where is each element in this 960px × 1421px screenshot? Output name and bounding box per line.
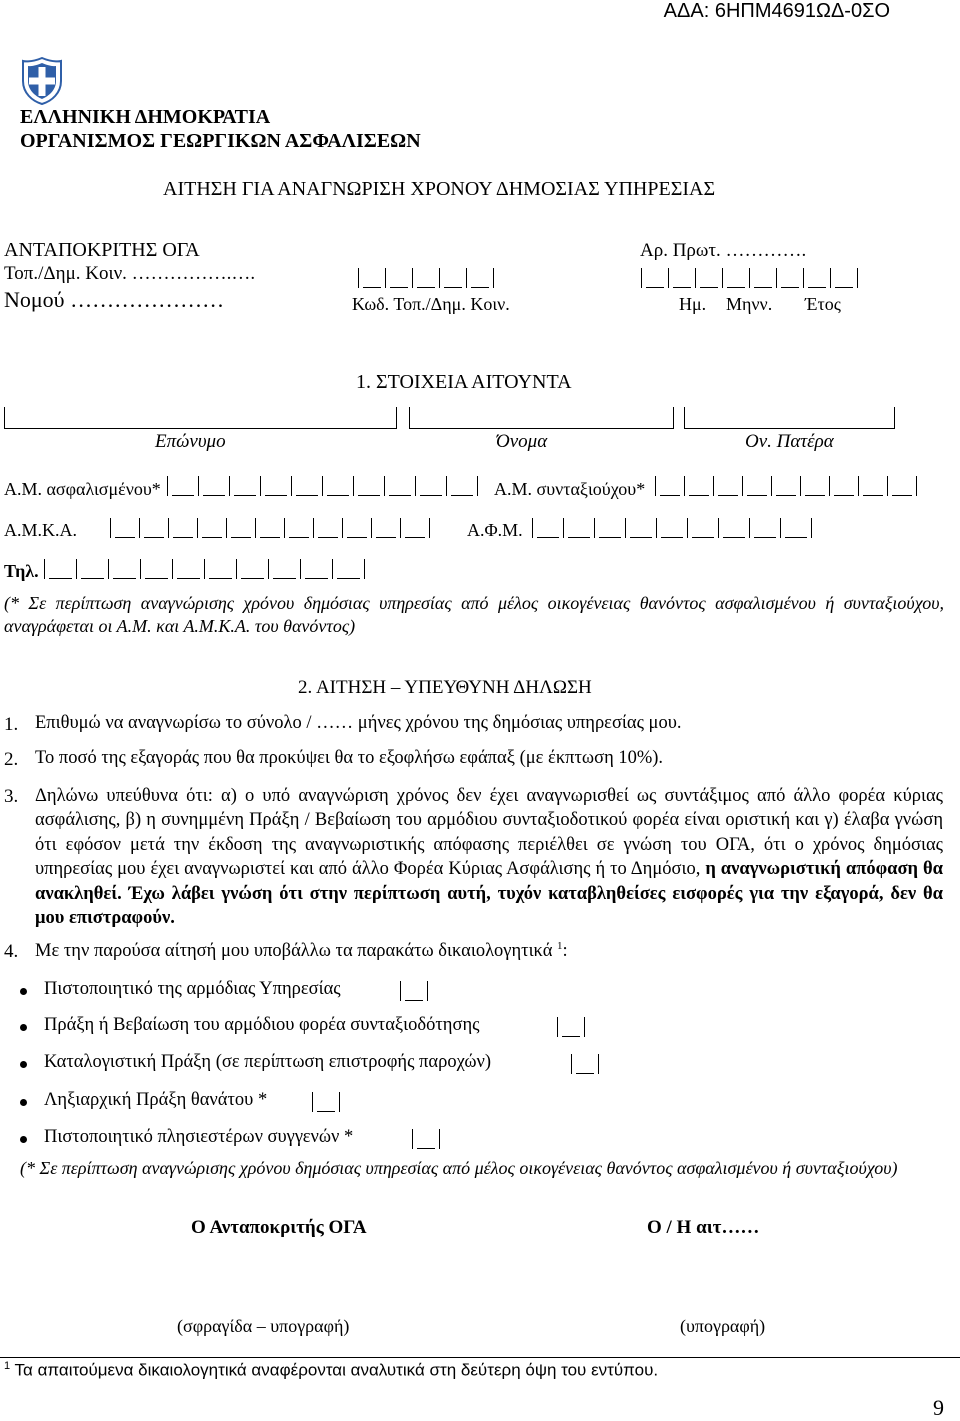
- signature-label: (υπογραφή): [680, 1316, 766, 1336]
- section1-title: 1. ΣΤΟΙΧΕΙΑ ΑΙΤΟΥΝΤΑ: [356, 371, 572, 393]
- section2-note: (* Σε περίπτωση αναγνώρισης χρόνου δημόσιας υπηρεσίας από μέλος οικογένειας θανόντος ασφαλισμένου ή συνταξιούχου): [20, 1158, 898, 1178]
- afm-boxes[interactable]: [532, 518, 812, 538]
- footnote-ref: 1: [557, 940, 563, 952]
- year-label: Έτος: [805, 294, 841, 314]
- am-insured-label: Α.Μ. ασφαλισμένου*: [4, 479, 161, 499]
- name-field[interactable]: [409, 428, 673, 429]
- stamp-signature-label: (σφραγίδα – υπογραφή): [177, 1316, 350, 1336]
- item2-text: Το ποσό της εξαγοράς που θα προκύψει θα το εξοφλήσω εφάπαξ (με έκπτωση 10%).: [35, 748, 664, 768]
- header-line1: ΕΛΛΗΝΙΚΗ ΔΗΜΟΚΡΑΤΙΑ: [20, 106, 271, 128]
- am-insured-boxes[interactable]: [167, 476, 478, 496]
- item3-number: 3.: [4, 786, 19, 807]
- item3-text: Δηλώνω υπεύθυνα ότι: α) ο υπό αναγνώριση χρόνος δεν έχει αναγνωρισθεί ως συντάξιμος από άλλο φορέα κύριας ασφάλισης, β) η συνημμένη Πράξη / Βεβαίωση του αρμόδιου συνταξιοδοτικού φορέα είναι οριστική και γ) έλαβα γνώση ότι εφόσον μετά την έκδοση της αναγνωριστικής απόφασης περιέλθει σε γνώση του ΟΓΑ, ότι ο χρόνος δημόσιας υπηρεσίας μου έχει αναγνωριστεί και από άλλο Φορέα Κύριας Ασφάλισης ή το Δημόσιο, η αναγνωριστική απόφαση θα ανακληθεί. Έχω λάβει γνώση ότι στην περίπτωση αυτή, τυχόν καταβληθείσες εισφορές για την εξαγορά, δεν θα μου επιστραφούν.: [35, 786, 943, 929]
- am-pensioner-label: Α.Μ. συνταξιούχου*: [494, 479, 646, 499]
- doc-item-3: Καταλογιστική Πράξη (σε περίπτωση επιστροφής παροχών): [44, 1052, 492, 1072]
- doc-checkbox-4[interactable]: [312, 1092, 340, 1112]
- day-label: Ημ.: [679, 294, 707, 314]
- doc-checkbox-5[interactable]: [412, 1129, 440, 1149]
- bullet-icon: [20, 1136, 27, 1143]
- ada-code: ΑΔΑ: 6ΗΠΜ4691ΩΔ-0ΣΟ: [663, 0, 890, 22]
- bullet-icon: [20, 1061, 27, 1068]
- am-pensioner-boxes[interactable]: [655, 476, 917, 496]
- item2-number: 2.: [4, 749, 19, 770]
- surname-field[interactable]: [4, 428, 396, 429]
- father-name-label: Ον. Πατέρα: [745, 431, 834, 452]
- name-label: Όνομα: [496, 431, 548, 452]
- item4-text: Με την παρούσα αίτησή μου υποβάλλω τα παρακάτω δικαιολογητικά $^1$:: [35, 940, 568, 962]
- phone-boxes[interactable]: [44, 559, 365, 579]
- correspondent-signature-title: Ο Ανταποκριτής ΟΓΑ: [191, 1217, 367, 1238]
- month-label: Μηνν.: [726, 294, 773, 314]
- community-code-boxes[interactable]: [358, 268, 494, 288]
- greek-emblem-icon: [20, 57, 64, 110]
- item3-bold-text: η αναγνωριστική απόφαση θα ανακληθεί. Έχω λάβει γνώση ότι στην περίπτωση αυτή, τυχόν καταβληθείσες εισφορές για την εξαγορά, δεν θα μου επιστραφούν.: [35, 859, 943, 929]
- header-line2: ΟΡΓΑΝΙΣΜΟΣ ΓΕΩΡΓΙΚΩΝ ΑΣΦΑΛΙΣΕΩΝ: [20, 130, 421, 152]
- footnote: $^1$ Τα απαιτούμενα δικαιολογητικά αναφέρονται αναλυτικά στη δεύτερη όψη του εντύπου.: [4, 1360, 659, 1380]
- phone-label: Τηλ.: [4, 561, 39, 581]
- local-community-label: Τοπ./Δημ. Κοιν. …………….….: [4, 263, 256, 284]
- section2-title: 2. ΑΙΤΗΣΗ – ΥΠΕΥΘΥΝΗ ΔΗΛΩΣΗ: [298, 677, 592, 698]
- form-title: ΑΙΤΗΣΗ ΓΙΑ ΑΝΑΓΝΩΡΙΣΗ ΧΡΟΝΟΥ ΔΗΜΟΣΙΑΣ ΥΠΗΡΕΣΙΑΣ: [163, 178, 716, 200]
- doc-checkbox-1[interactable]: [400, 981, 428, 1001]
- amka-label: Α.Μ.Κ.Α.: [4, 520, 78, 540]
- section1-note: (* Σε περίπτωση αναγνώρισης χρόνου δημόσιας υπηρεσίας από μέλος οικογένειας θανόντος ασφαλισμένου ή συνταξιούχου, αναγράφεται οι Α.Μ. και Α.Μ.Κ.Α. του θανόντος): [4, 593, 944, 636]
- item1-text: Επιθυμώ να αναγνωρίσω το σύνολο / …… μήνες χρόνου της δημόσιας υπηρεσίας μου.: [35, 713, 682, 733]
- doc-checkbox-3[interactable]: [571, 1054, 599, 1074]
- afm-label: Α.Φ.Μ.: [467, 520, 523, 540]
- date-boxes[interactable]: [641, 268, 858, 288]
- protocol-label: Αρ. Πρωτ. ………….: [640, 240, 807, 261]
- bullet-icon: [20, 1024, 27, 1031]
- correspondent-label: ΑΝΤΑΠΟΚΡΙΤΗΣ ΟΓΑ: [4, 239, 200, 261]
- bullet-icon: [20, 1099, 27, 1106]
- amka-boxes[interactable]: [110, 518, 430, 538]
- doc-item-1: Πιστοποιητικό της αρμόδιας Υπηρεσίας: [44, 979, 341, 999]
- applicant-signature-title: Ο / Η αιτ……: [647, 1217, 760, 1238]
- doc-item-4: Ληξιαρχική Πράξη θανάτου *: [44, 1090, 268, 1110]
- community-code-label: Κωδ. Τοπ./Δημ. Κοιν.: [352, 294, 510, 314]
- page-number: 9: [933, 1395, 944, 1420]
- doc-item-2: Πράξη ή Βεβαίωση του αρμόδιου φορέα συνταξιοδότησης: [44, 1015, 480, 1035]
- item1-number: 1.: [4, 714, 19, 735]
- bullet-icon: [20, 988, 27, 995]
- doc-item-5: Πιστοποιητικό πλησιεστέρων συγγενών *: [44, 1127, 354, 1147]
- father-name-field[interactable]: [684, 428, 894, 429]
- surname-label: Επώνυμο: [155, 431, 226, 452]
- footnote-divider: [0, 1357, 960, 1358]
- item4-number: 4.: [4, 941, 19, 962]
- doc-checkbox-2[interactable]: [557, 1017, 585, 1037]
- prefecture-label: Νομού …………………: [4, 287, 225, 312]
